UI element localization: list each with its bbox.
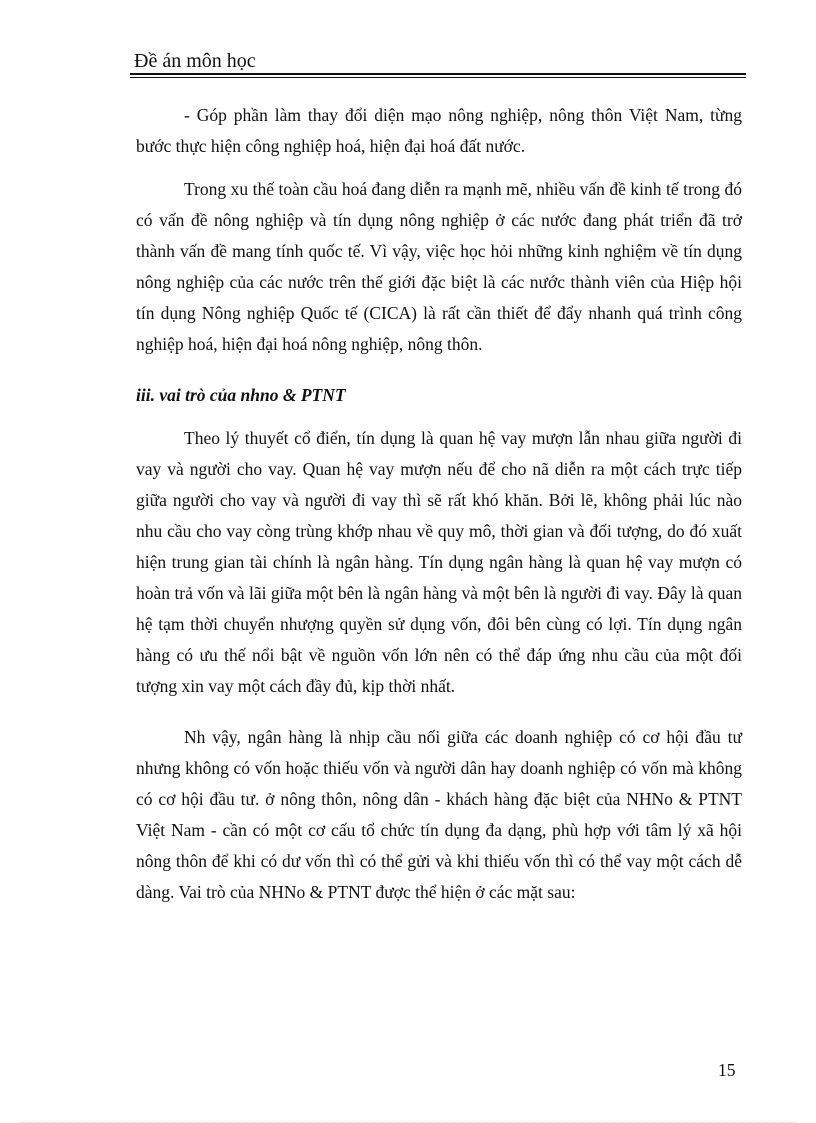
paragraph-1: - Góp phần làm thay đổi diện mạo nông nghiệp, nông thôn Việt Nam, từng bước thực hiện công nghiệp hoá, hiện đại hoá đất nước. [136,105,742,156]
body-text [136,100,742,920]
section-heading: iii. vai trò của nhno & PTNT [136,385,346,405]
header-rule-thick [130,73,746,75]
header-rule-thin [130,77,746,78]
paragraph-2: Trong xu thế toàn cầu hoá đang diễn ra mạnh mẽ, nhiều vấn đề kinh tế trong đó có vấn đề nông nghiệp và tín dụng nông nghiệp ở các nước đang phát triển đã trở thành vấn đề mang tính quốc tế. Vì vậy, việc học hỏi những kinh nghiệm về tín dụng nông nghiệp của các nước trên thế giới đặc biệt là các nước thành viên của Hiệp hội tín dụng Nông nghiệp Quốc tế (CICA) là rất cần thiết để đẩy nhanh quá trình công nghiệp hoá, hiện đại hoá nông nghiệp, nông thôn. [136,179,742,354]
header-title: Đề án môn học [134,50,256,72]
page-number: 15 [718,1060,736,1080]
paragraph-3: Theo lý thuyết cổ điển, tín dụng là quan hệ vay mượn lẫn nhau giữa người đi vay và người cho vay. Quan hệ vay mượn nếu để cho nã diễn ra một cách trực tiếp giữa người cho vay và người đi vay thì sẽ rất khó khăn. Bởi lẽ, không phải lúc nào nhu cầu cho vay còng trùng khớp nhau về quy mô, thời gian và đối tượng, do đó xuất hiện trung gian tài chính là ngân hàng. Tín dụng ngân hàng là quan hệ vay mượn có hoàn trả vốn và lãi giữa một bên là ngân hàng và một bên là người đi vay. Đây là quan hệ tạm thời chuyển nhượng quyền sử dụng vốn, đôi bên cùng có lợi. Tín dụng ngân hàng có ưu thế nổi bật về nguồn vốn lớn nên có thể đáp ứng nhu cầu của một đối tượng xin vay một cách đầy đủ, kịp thời nhất. [136,428,742,696]
paragraph-4: Nh vậy, ngân hàng là nhịp cầu nối giữa các doanh nghiệp có cơ hội đầu tư nhưng không có vốn hoặc thiếu vốn và người dân hay doanh nghiệp có vốn mà không có cơ hội đầu tư. ở nông thôn, nông dân - khách hàng đặc biệt của NHNo & PTNT Việt Nam - cần có một cơ cấu tổ chức tín dụng đa dạng, phù hợp với tâm lý xã hội nông thôn để khi có dư vốn thì có thể gửi và khi thiếu vốn thì có thể vay một cách dễ dàng. Vai trò của NHNo & PTNT được thể hiện ở các mặt sau: [136,727,742,902]
